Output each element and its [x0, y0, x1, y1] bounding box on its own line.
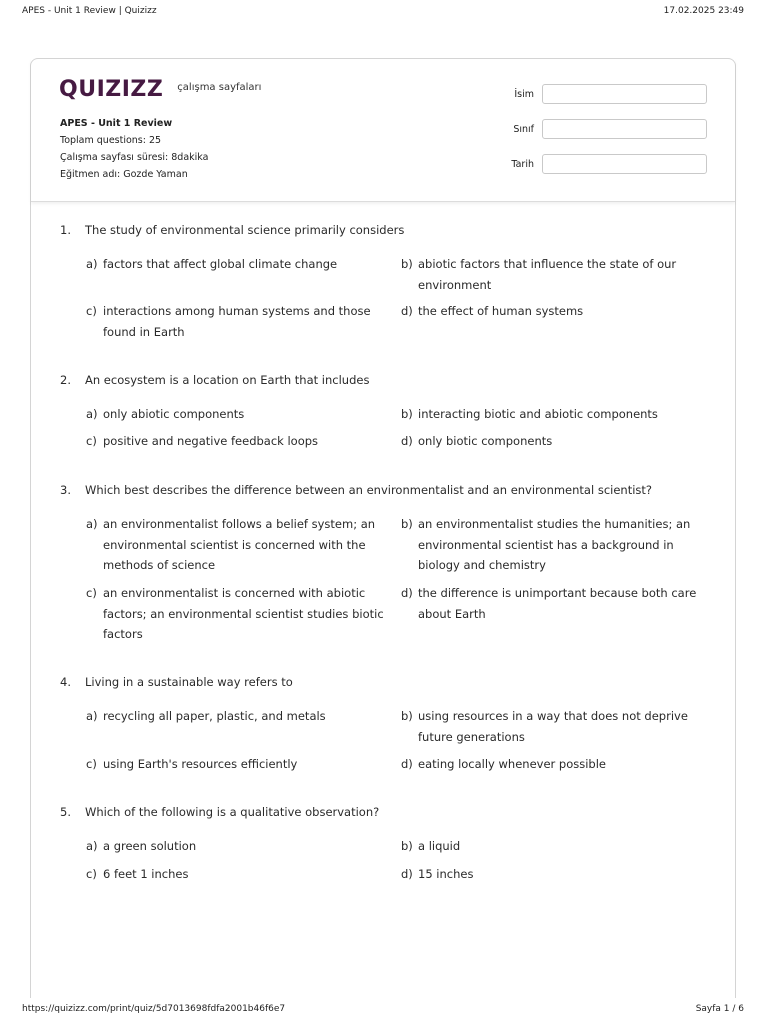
question-number: 4. [60, 675, 71, 689]
print-header [22, 6, 744, 16]
option-c: c) interactions among human systems and those found in Earth [86, 304, 371, 339]
name-label: İsim [514, 88, 534, 100]
worksheet-duration: Çalışma sayfası süresi: 8dakika [60, 152, 209, 163]
print-footer [22, 1004, 744, 1014]
worksheet-header [31, 59, 735, 202]
print-datetime: 17.02.2025 23:49 [663, 6, 744, 16]
option-b: b) an environmentalist studies the humanities; an environmental scientist has a background in biology and chemistry [401, 517, 691, 572]
option-d: d) 15 inches [401, 867, 474, 881]
quiz-title: APES - Unit 1 Review [60, 118, 173, 129]
option-d: d) the difference is unimportant because both care about Earth [401, 586, 697, 621]
option-b: b) a liquid [401, 839, 461, 853]
name-field-row [498, 84, 707, 104]
option-a: a) factors that affect global climate change [86, 257, 338, 271]
class-field-row [498, 119, 707, 139]
option-d: d) only biotic components [401, 434, 553, 448]
page-indicator: Sayfa 1 / 6 [695, 1004, 744, 1014]
option-c: c) using Earth's resources efficiently [86, 757, 298, 771]
option-d: d) the effect of human systems [401, 304, 584, 318]
question-text: Which of the following is a qualitative observation? [85, 805, 380, 819]
date-input[interactable] [542, 154, 707, 174]
name-input[interactable] [542, 84, 707, 104]
page-title: APES - Unit 1 Review | Quizizz [22, 6, 157, 16]
date-label: Tarih [511, 158, 534, 170]
logo-row [59, 77, 261, 102]
date-field-row [498, 154, 707, 174]
option-c: c) an environmentalist is concerned with abiotic factors; an environmental scientist studies biotic factors [86, 586, 384, 641]
question-number: 3. [60, 483, 71, 497]
option-b: b) interacting biotic and abiotic components [401, 407, 658, 421]
class-input[interactable] [542, 119, 707, 139]
page-url: https://quizizz.com/print/quiz/5d7013698fdfa2001b46f6e7 [22, 1004, 286, 1014]
quizizz-logo: QUIZIZZ [59, 77, 164, 102]
teacher-name: Eğitmen adı: Gozde Yaman [60, 169, 188, 180]
option-a: a) a green solution [86, 839, 197, 853]
option-b: b) using resources in a way that does not deprive future generations [401, 709, 688, 744]
class-label: Sınıf [513, 123, 534, 135]
worksheet-page [30, 58, 736, 998]
total-questions: Toplam questions: 25 [60, 135, 162, 146]
option-a: a) only abiotic components [86, 407, 245, 421]
question-text: Which best describes the difference between an environmentalist and an environmental scientist? [85, 483, 653, 497]
option-d: d) eating locally whenever possible [401, 757, 607, 771]
logo-subtitle: çalışma sayfaları [177, 82, 262, 93]
option-a: a) an environmentalist follows a belief system; an environmental scientist is concerned with the methods of science [86, 517, 376, 572]
option-c: c) positive and negative feedback loops [86, 434, 319, 448]
question-number: 1. [60, 223, 71, 237]
question-number: 5. [60, 805, 71, 819]
option-c: c) 6 feet 1 inches [86, 867, 189, 881]
question-text: The study of environmental science primarily considers [85, 223, 405, 237]
option-a: a) recycling all paper, plastic, and metals [86, 709, 326, 723]
question-number: 2. [60, 373, 71, 387]
question-text: An ecosystem is a location on Earth that includes [85, 373, 370, 387]
option-b: b) abiotic factors that influence the state of our environment [401, 257, 677, 292]
question-text: Living in a sustainable way refers to [85, 675, 293, 689]
quiz-meta [60, 115, 208, 183]
